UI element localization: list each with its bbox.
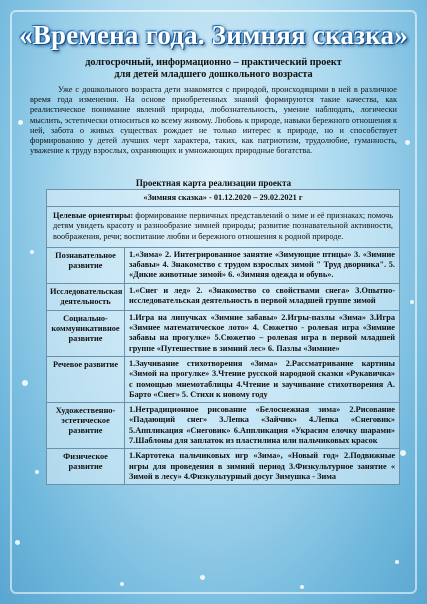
goals-label: Целевые ориентиры: bbox=[53, 211, 134, 220]
table-row bbox=[47, 311, 399, 357]
area-cell: Познавательное развитие bbox=[47, 248, 125, 283]
project-period: «Зимняя сказка» - 01.12.2020 – 29.02.2021 г bbox=[47, 190, 399, 207]
content-cell: 1.Игра на липучках «Зимние забавы» 2.Игры-пазлы «Зима» 3.Игра «Зимнее математическое лото» 4. Сюжетно - ролевая игра «Зимние забавы на прогулке» 5.Сюжетно – ролевая игра в первой младшей группе «Путешествие в зимний лес» 6. Пазлы «Зимние» bbox=[129, 312, 395, 353]
table-row bbox=[47, 284, 399, 311]
goals-cell bbox=[47, 207, 399, 248]
subtitle-line-1: долгосрочный, информационно – практический проект bbox=[85, 57, 342, 68]
page-title: «Времена года. Зимняя сказка» bbox=[19, 20, 408, 50]
table-row bbox=[47, 449, 399, 484]
content-cell: 1.«Снег и лед» 2. «Знакомство со свойствами снега» 3.Опытно-исследовательская деятельность в первой младшей группе зимой bbox=[129, 285, 395, 306]
goals-text: формирование первичных представлений о зиме и её признаках; помочь детям увидеть красоту и разнообразие зимней природы; развитие познавательной активности, воображения, речи; воспитание любви и бережного отношения к родной природе. bbox=[53, 211, 394, 241]
content-cell: 1.«Зима» 2. Интегрированное занятие «Зимующие птицы» 3. «Зимние забавы» 4. Знакомство с трудом взрослых зимой " Труд дворника". 5. «Дикие животные зимой» 6. «Зимняя одежда и обувь». bbox=[129, 249, 395, 280]
content-cell: 1.Картотека пальчиковых игр «Зима», «Новый год» 2.Подвижные игры для проведения в зимний период 3.Физкультурное занятие « Зимой в лесу» 4.Физкультурный досуг Зимушка - Зима bbox=[129, 451, 395, 481]
project-card-table bbox=[46, 189, 400, 485]
area-cell: Художественно-эстетическое развитие bbox=[47, 403, 125, 448]
intro-paragraph: Уже с дошкольного возраста дети знакомятся с природой, происходящими в ней в различное время года изменения. На основе приобретенных знаний формируются такие качества, как реалистическое понимание явлений природы, любознательность, умение наблюдать, логически мыслить, эстетически относиться ко всему живому. Любовь к природе, навыки бережного отношения к ней, забота о живых существах рождает не только интерес к природе, но и способствует формированию у детей лучших черт характера, таких, как патриотизм, трудолюбие, гуманность, уважение к труду взрослых, охраняющих и умножающих природные богатства. bbox=[30, 85, 397, 156]
subtitle-line-2: для детей младшего дошкольного возраста bbox=[114, 69, 313, 80]
content-cell: 1.Заучивание стихотворения «Зима» 2.Рассматривание картины «Зимой на прогулке» 3.Чтение русской народной сказки «Рукавичка» с помощью мнемотаблицы 4.Чтение и заучивание стихотворения А. Барто «Снег» 5. Стихи к новому году bbox=[129, 358, 395, 399]
table-row bbox=[47, 357, 399, 403]
project-card-title: Проектная карта реализации проекта bbox=[135, 178, 292, 188]
table-row bbox=[47, 248, 399, 284]
area-cell: Физическое развитие bbox=[47, 449, 125, 484]
project-subtitle bbox=[20, 57, 407, 81]
area-cell: Социально-коммуникативное развитие bbox=[47, 311, 125, 356]
content-cell: 1.Нетрадиционное рисование «Белоснежная зима» 2.Рисование «Падающий снег» 3.Лепка «Зайчик» 4.Лепка «Снеговик» 5.Аппликация «Снеговик» 6.Аппликация «Украсим елочку шарами» 7.Шаблоны для заплаток из пластилина или пальчиковых красок bbox=[129, 405, 395, 446]
area-cell: Исследовательская деятельность bbox=[47, 284, 125, 310]
table-row bbox=[47, 403, 399, 449]
area-cell: Речевое развитие bbox=[47, 357, 125, 402]
